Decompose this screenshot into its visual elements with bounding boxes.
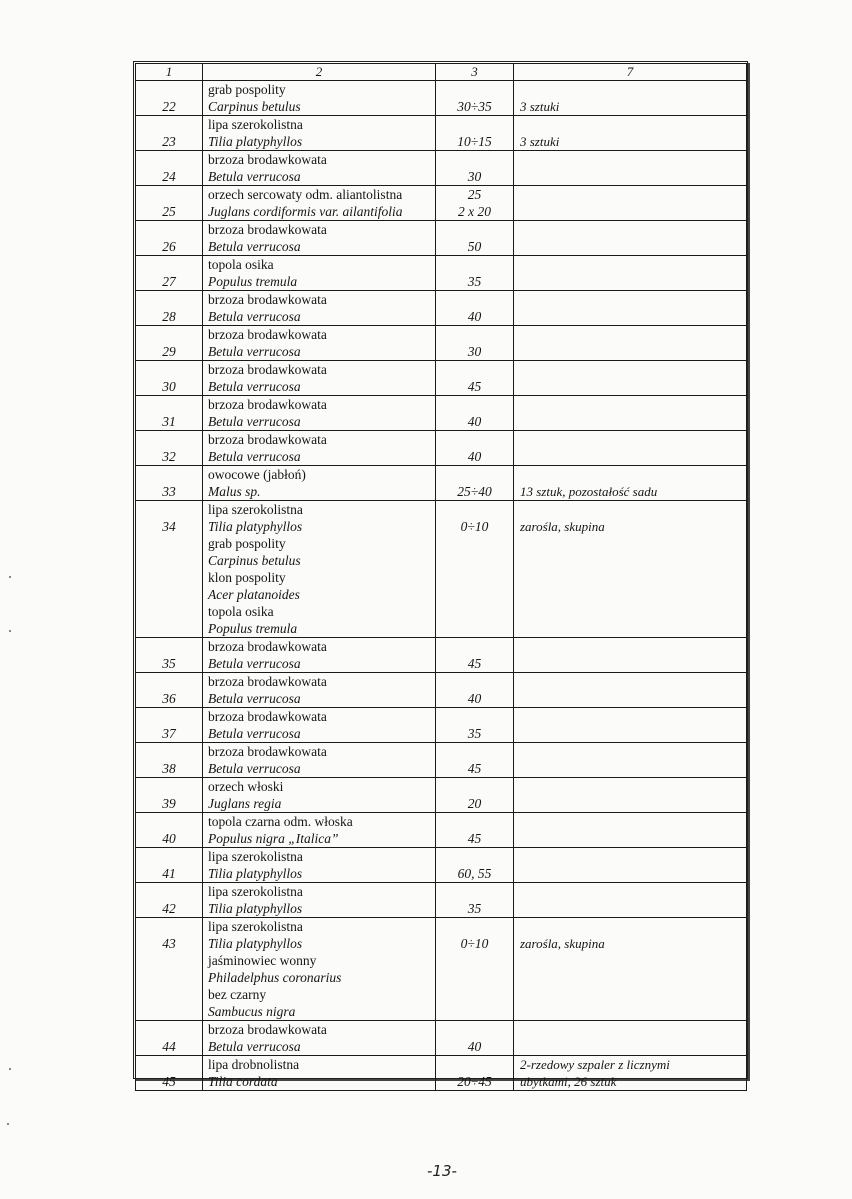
row-number-cell <box>136 116 203 151</box>
header-col-7: 7 <box>514 64 747 81</box>
latin-name: Carpinus betulus <box>208 553 301 568</box>
row-number: 30 <box>162 379 176 394</box>
row-number: 40 <box>162 831 176 846</box>
latin-name: Tilia platyphyllos <box>208 519 303 534</box>
remarks-cell <box>514 186 747 221</box>
remarks-cell <box>514 778 747 813</box>
remark-text: ubytkami, 26 sztuk <box>520 1074 617 1089</box>
row-number: 34 <box>162 519 176 534</box>
diameter-cell <box>436 256 514 291</box>
polish-name: brzoza brodawkowata <box>208 362 327 377</box>
row-number: 32 <box>162 449 176 464</box>
table-row <box>136 708 747 743</box>
species-cell <box>203 813 436 848</box>
diameter-value: 35 <box>467 274 482 289</box>
row-number-cell <box>136 466 203 501</box>
row-number-cell <box>136 291 203 326</box>
diameter-cell <box>436 501 514 638</box>
remarks-cell <box>514 813 747 848</box>
row-number-cell <box>136 848 203 883</box>
polish-name: brzoza brodawkowata <box>208 639 327 654</box>
diameter-cell <box>436 778 514 813</box>
species-cell <box>203 151 436 186</box>
remarks-cell <box>514 396 747 431</box>
species-cell <box>203 256 436 291</box>
diameter-value: 0÷10 <box>460 936 489 951</box>
table-row <box>136 638 747 673</box>
species-cell <box>203 326 436 361</box>
polish-name: brzoza brodawkowata <box>208 152 327 167</box>
polish-name: brzoza brodawkowata <box>208 674 327 689</box>
diameter-cell <box>436 848 514 883</box>
species-cell <box>203 396 436 431</box>
row-number-cell <box>136 431 203 466</box>
polish-name: lipa szerokolistna <box>208 117 303 132</box>
species-cell <box>203 81 436 116</box>
row-number: 22 <box>162 99 176 114</box>
remark-text: 3 sztuki <box>520 134 560 149</box>
remarks-cell <box>514 151 747 186</box>
table-row <box>136 743 747 778</box>
row-number-cell <box>136 743 203 778</box>
diameter-value: 30÷35 <box>457 99 492 114</box>
polish-name: orzech sercowaty odm. aliantolistna <box>208 187 403 202</box>
row-number: 24 <box>162 169 176 184</box>
diameter-value: 45 <box>467 656 482 671</box>
remarks-cell <box>514 743 747 778</box>
table-row <box>136 326 747 361</box>
polish-name: topola czarna odm. włoska <box>208 814 353 829</box>
remarks-cell <box>514 918 747 1021</box>
species-cell <box>203 743 436 778</box>
latin-name: Betula verrucosa <box>208 309 301 324</box>
row-number-cell <box>136 256 203 291</box>
row-number: 44 <box>162 1039 176 1054</box>
diameter-value: 35 <box>467 726 482 741</box>
row-number-cell <box>136 221 203 256</box>
diameter-value: 2 x 20 <box>458 204 491 219</box>
header-col-1: 1 <box>136 64 203 81</box>
latin-name: Juglans regia <box>208 796 282 811</box>
species-cell <box>203 501 436 638</box>
table-row <box>136 396 747 431</box>
remark-text: 13 sztuk, pozostałość sadu <box>520 484 658 499</box>
remarks-cell <box>514 431 747 466</box>
remark-text: zarośla, skupina <box>520 936 605 951</box>
polish-name: lipa szerokolistna <box>208 849 303 864</box>
table-row <box>136 1056 747 1091</box>
remarks-cell <box>514 1021 747 1056</box>
diameter-value: 50 <box>467 239 482 254</box>
remarks-cell <box>514 361 747 396</box>
latin-name: Betula verrucosa <box>208 449 301 464</box>
diameter-value: 60, 55 <box>457 866 492 881</box>
scan-speck <box>7 1123 9 1125</box>
polish-name: orzech włoski <box>208 779 284 794</box>
diameter-cell <box>436 708 514 743</box>
remarks-cell <box>514 81 747 116</box>
scan-speck <box>9 1068 11 1070</box>
species-cell <box>203 918 436 1021</box>
inventory-table-frame <box>133 61 748 1089</box>
table-row <box>136 501 747 638</box>
row-number-cell <box>136 361 203 396</box>
species-cell <box>203 848 436 883</box>
latin-name: Betula verrucosa <box>208 726 301 741</box>
row-number: 45 <box>162 1074 176 1089</box>
species-cell <box>203 431 436 466</box>
polish-name: klon pospolity <box>208 570 286 585</box>
latin-name: Populus tremula <box>208 621 298 636</box>
diameter-cell <box>436 883 514 918</box>
latin-name: Tilia platyphyllos <box>208 134 303 149</box>
row-number-cell <box>136 326 203 361</box>
remarks-cell <box>514 848 747 883</box>
table-row <box>136 361 747 396</box>
table-row <box>136 431 747 466</box>
latin-name: Malus sp. <box>208 484 261 499</box>
polish-name: grab pospolity <box>208 536 286 551</box>
remarks-cell <box>514 466 747 501</box>
row-number: 35 <box>162 656 176 671</box>
row-number: 23 <box>162 134 176 149</box>
polish-name: lipa szerokolistna <box>208 919 303 934</box>
diameter-cell <box>436 291 514 326</box>
polish-name: owocowe (jabłoń) <box>208 467 306 482</box>
remark-text: zarośla, skupina <box>520 519 605 534</box>
diameter-cell <box>436 743 514 778</box>
latin-name: Tilia platyphyllos <box>208 936 303 951</box>
latin-name: Betula verrucosa <box>208 691 301 706</box>
species-cell <box>203 221 436 256</box>
polish-name: brzoza brodawkowata <box>208 327 327 342</box>
scan-speck <box>9 576 11 578</box>
table-row <box>136 778 747 813</box>
row-number-cell <box>136 708 203 743</box>
latin-name: Populus tremula <box>208 274 298 289</box>
latin-name: Betula verrucosa <box>208 761 301 776</box>
table-row <box>136 918 747 1021</box>
diameter-cell <box>436 326 514 361</box>
latin-name: Populus nigra „Italica” <box>208 831 339 846</box>
row-number-cell <box>136 151 203 186</box>
species-cell <box>203 186 436 221</box>
remarks-cell <box>514 501 747 638</box>
species-cell <box>203 116 436 151</box>
diameter-value: 45 <box>467 831 482 846</box>
species-cell <box>203 708 436 743</box>
diameter-cell <box>436 361 514 396</box>
table-row <box>136 256 747 291</box>
polish-name: lipa szerokolistna <box>208 502 303 517</box>
row-number-cell <box>136 501 203 638</box>
remarks-cell <box>514 1056 747 1091</box>
diameter-cell <box>436 186 514 221</box>
diameter-cell <box>436 638 514 673</box>
polish-name: lipa drobnolistna <box>208 1057 300 1072</box>
diameter-cell <box>436 431 514 466</box>
table-row <box>136 116 747 151</box>
row-number-cell <box>136 186 203 221</box>
diameter-cell <box>436 673 514 708</box>
latin-name: Philadelphus coronarius <box>208 970 342 985</box>
table-row <box>136 883 747 918</box>
latin-name: Tilia platyphyllos <box>208 901 303 916</box>
polish-name: brzoza brodawkowata <box>208 397 327 412</box>
species-cell <box>203 778 436 813</box>
polish-name: topola osika <box>208 604 274 619</box>
diameter-cell <box>436 151 514 186</box>
species-cell <box>203 638 436 673</box>
diameter-cell <box>436 918 514 1021</box>
remarks-cell <box>514 673 747 708</box>
diameter-cell <box>436 1021 514 1056</box>
row-number: 43 <box>162 936 176 951</box>
polish-name: bez czarny <box>208 987 267 1002</box>
table-row <box>136 466 747 501</box>
diameter-cell <box>436 466 514 501</box>
row-number-cell <box>136 1056 203 1091</box>
diameter-cell <box>436 813 514 848</box>
diameter-value: 40 <box>467 414 482 429</box>
diameter-value: 20÷45 <box>457 1074 492 1089</box>
diameter-cell <box>436 221 514 256</box>
diameter-value: 25÷40 <box>457 484 492 499</box>
row-number-cell <box>136 883 203 918</box>
species-cell <box>203 466 436 501</box>
table-row <box>136 673 747 708</box>
diameter-value: 45 <box>467 379 482 394</box>
latin-name: Acer platanoides <box>208 587 300 602</box>
table-row <box>136 813 747 848</box>
row-number: 41 <box>162 866 176 881</box>
row-number: 27 <box>162 274 176 289</box>
header-col-2: 2 <box>203 64 436 81</box>
row-number: 36 <box>162 691 176 706</box>
row-number: 25 <box>162 204 176 219</box>
row-number-cell <box>136 778 203 813</box>
diameter-cell <box>436 396 514 431</box>
tree-inventory-table <box>135 63 747 1091</box>
diameter-value: 0÷10 <box>460 519 489 534</box>
remarks-cell <box>514 883 747 918</box>
latin-name: Betula verrucosa <box>208 344 301 359</box>
row-number: 42 <box>162 901 176 916</box>
diameter-cell <box>436 1056 514 1091</box>
polish-name: brzoza brodawkowata <box>208 432 327 447</box>
species-cell <box>203 361 436 396</box>
row-number: 37 <box>162 726 176 741</box>
remarks-cell <box>514 221 747 256</box>
scan-speck <box>9 630 11 632</box>
row-number: 31 <box>162 414 176 429</box>
row-number-cell <box>136 1021 203 1056</box>
diameter-value: 30 <box>467 344 482 359</box>
polish-name: brzoza brodawkowata <box>208 1022 327 1037</box>
diameter-value: 20 <box>467 796 482 811</box>
diameter-value: 40 <box>467 309 482 324</box>
latin-name: Betula verrucosa <box>208 239 301 254</box>
table-row <box>136 1021 747 1056</box>
diameter-cell <box>436 116 514 151</box>
row-number: 38 <box>162 761 176 776</box>
polish-name: brzoza brodawkowata <box>208 709 327 724</box>
polish-name: grab pospolity <box>208 82 286 97</box>
table-row <box>136 186 747 221</box>
table-row <box>136 151 747 186</box>
species-cell <box>203 1021 436 1056</box>
latin-name: Tilia platyphyllos <box>208 866 303 881</box>
polish-name: topola osika <box>208 257 274 272</box>
polish-name: lipa szerokolistna <box>208 884 303 899</box>
species-cell <box>203 673 436 708</box>
remarks-cell <box>514 708 747 743</box>
row-number-cell <box>136 396 203 431</box>
table-row <box>136 291 747 326</box>
diameter-value: 10÷15 <box>457 134 492 149</box>
table-header-row <box>136 64 747 81</box>
latin-name: Betula verrucosa <box>208 169 301 184</box>
row-number-cell <box>136 813 203 848</box>
row-number-cell <box>136 918 203 1021</box>
latin-name: Juglans cordiformis var. ailantifolia <box>208 204 403 219</box>
diameter-value: 30 <box>467 169 482 184</box>
remarks-cell <box>514 638 747 673</box>
header-col-3: 3 <box>436 64 514 81</box>
latin-name: Betula verrucosa <box>208 379 301 394</box>
remarks-cell <box>514 326 747 361</box>
diameter-value: 40 <box>467 691 482 706</box>
diameter-cell <box>436 81 514 116</box>
latin-name: Betula verrucosa <box>208 656 301 671</box>
diameter-value: 45 <box>467 761 482 776</box>
diameter-value: 35 <box>467 901 482 916</box>
page-number: -13- <box>427 1162 457 1180</box>
latin-name: Betula verrucosa <box>208 1039 301 1054</box>
remark-text: 3 sztuki <box>520 99 560 114</box>
row-number-cell <box>136 81 203 116</box>
species-cell <box>203 291 436 326</box>
remarks-cell <box>514 291 747 326</box>
row-number: 26 <box>162 239 176 254</box>
diameter-value: 40 <box>467 449 482 464</box>
row-number: 28 <box>162 309 176 324</box>
table-row <box>136 848 747 883</box>
polish-name: brzoza brodawkowata <box>208 292 327 307</box>
row-number: 33 <box>162 484 176 499</box>
latin-name: Carpinus betulus <box>208 99 301 114</box>
table-row <box>136 81 747 116</box>
row-number-cell <box>136 673 203 708</box>
row-number-cell <box>136 638 203 673</box>
polish-name: jaśminowiec wonny <box>208 953 317 968</box>
remarks-cell <box>514 256 747 291</box>
latin-name: Betula verrucosa <box>208 414 301 429</box>
table-row <box>136 221 747 256</box>
diameter-value: 25 <box>467 187 482 202</box>
row-number: 39 <box>162 796 176 811</box>
polish-name: brzoza brodawkowata <box>208 744 327 759</box>
species-cell <box>203 1056 436 1091</box>
polish-name: brzoza brodawkowata <box>208 222 327 237</box>
latin-name: Tilia cordata <box>208 1074 278 1089</box>
species-cell <box>203 883 436 918</box>
latin-name: Sambucus nigra <box>208 1004 296 1019</box>
diameter-value: 40 <box>467 1039 482 1054</box>
row-number: 29 <box>162 344 176 359</box>
remark-text: 2-rzedowy szpaler z licznymi <box>520 1057 670 1072</box>
remarks-cell <box>514 116 747 151</box>
